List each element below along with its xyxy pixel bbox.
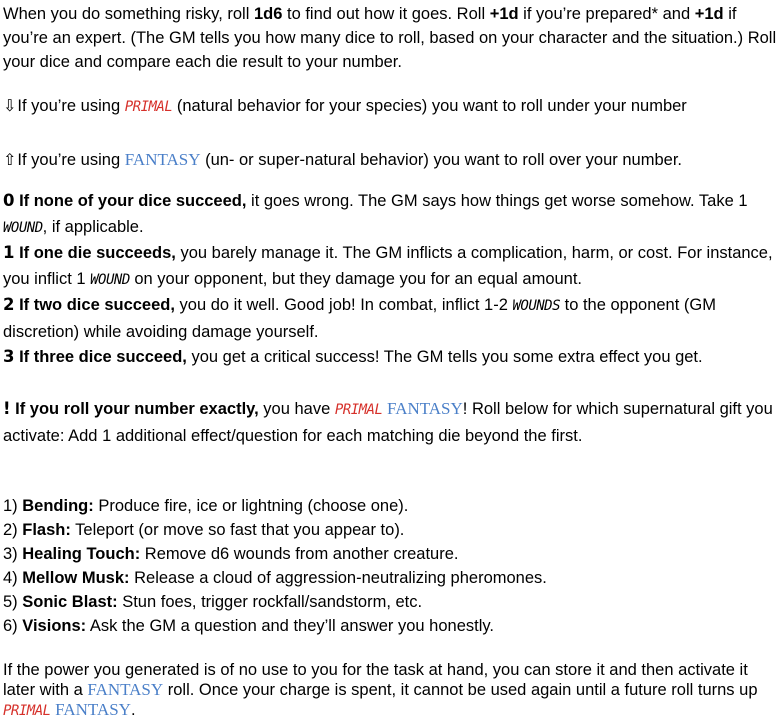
fantasy-rule-text-1: If you’re using [17, 151, 125, 169]
result-number: ! [3, 399, 11, 418]
result-heading: If one die succeeds, [14, 244, 176, 262]
result-text-end: on your opponent, but they damage you for an equal amount. [129, 270, 583, 288]
result-number: 2 [3, 295, 15, 314]
result-one [3, 240, 779, 293]
result-two [3, 292, 779, 345]
gift-item [3, 542, 779, 566]
result-heading: If none of your dice succeed, [14, 192, 247, 210]
gift-description: Teleport (or move so fast that you appear to). [70, 521, 405, 539]
outro-text-1: If the power you generated is of no use to you for the task at hand, you can store it and then activate it later with a [3, 661, 748, 699]
result-heading: If you roll your number exactly, [10, 400, 259, 418]
fantasy-term: FANTASY [387, 399, 463, 418]
outro-text-3: . [130, 701, 136, 719]
result-three [3, 344, 779, 370]
intro-plus1d-prepared: +1d [489, 5, 519, 23]
result-exact [3, 396, 779, 449]
gift-name: Sonic Blast: [22, 593, 118, 611]
result-text: you have [258, 400, 335, 418]
gift-description: Produce fire, ice or lightning (choose one). [93, 497, 409, 515]
gift-number: 5) [3, 593, 23, 611]
gift-name: Healing Touch: [22, 545, 141, 563]
result-text: you barely manage it. The GM inflicts a complication, harm, or cost. For instance, you inflict 1 [3, 244, 773, 288]
up-arrow-icon: ⇧ [3, 150, 17, 169]
wound-term: WOUNDS [512, 298, 561, 314]
gift-name: Mellow Musk: [22, 569, 130, 587]
gift-item [3, 518, 779, 542]
intro-1d6: 1d6 [253, 5, 283, 23]
intro-plus1d-expert: +1d [694, 5, 724, 23]
gift-item [3, 566, 779, 590]
gift-name: Bending: [22, 497, 94, 515]
gift-number: 2) [3, 521, 23, 539]
primal-term: PRIMAL [334, 402, 383, 418]
fantasy-term: FANTASY [55, 700, 131, 719]
intro-text-2: to find out how it goes. Roll [282, 5, 490, 23]
fantasy-rule [3, 148, 779, 172]
result-zero [3, 188, 779, 241]
fantasy-term: FANTASY [87, 680, 164, 699]
result-number: 1 [3, 243, 15, 262]
result-text: you do it well. Good job! In combat, inflict 1-2 [174, 296, 513, 314]
primal-term: PRIMAL [124, 99, 173, 115]
primal-rule-text-2: (natural behavior for your species) you want to roll under your number [172, 97, 687, 115]
result-heading: If two dice succeed, [14, 296, 175, 314]
gift-number: 4) [3, 569, 23, 587]
down-arrow-icon: ⇩ [3, 96, 17, 115]
fantasy-rule-text-2: (un- or super-natural behavior) you want to roll over your number. [200, 151, 682, 169]
fantasy-term: FANTASY [124, 150, 201, 169]
gift-description: Release a cloud of aggression-neutralizing pheromones. [129, 569, 547, 587]
gift-name: Visions: [22, 617, 87, 635]
gift-item [3, 494, 779, 518]
primal-rule-text-1: If you’re using [17, 97, 125, 115]
result-text-end: , if applicable. [42, 218, 144, 236]
gift-description: Remove d6 wounds from another creature. [140, 545, 459, 563]
wound-term: WOUND [3, 220, 43, 236]
gift-name: Flash: [22, 521, 71, 539]
intro-text-3: if you’re prepared* and [518, 5, 695, 23]
intro-paragraph [3, 2, 779, 74]
result-text-end: ! Roll below for which supernatural gift you activate: Add 1 additional effect/question for each matching die beyond the first. [3, 400, 773, 445]
result-text: it goes wrong. The GM says how things get worse somehow. Take 1 [246, 192, 748, 210]
gift-item [3, 590, 779, 614]
gift-number: 3) [3, 545, 23, 563]
result-number: 3 [3, 347, 15, 366]
primal-rule [3, 94, 779, 119]
gift-description: Ask the GM a question and they’ll answer you honestly. [86, 617, 494, 635]
result-number: 0 [3, 191, 15, 210]
primal-term: PRIMAL [3, 703, 51, 719]
result-text-end: to the opponent (GM discretion) while avoiding damage yourself. [3, 296, 716, 341]
wound-term: WOUND [90, 272, 130, 288]
intro-text-4: if you’re an expert. (The GM tells you how many dice to roll, based on your character and the situation.) Roll your dice and compare each die result to your number. [3, 5, 777, 71]
gift-item [3, 614, 779, 638]
outro-text-2: roll. Once your charge is spent, it cannot be used again until a future roll turns up [163, 681, 758, 699]
outro-paragraph [3, 660, 779, 721]
gift-number: 1) [3, 497, 23, 515]
gift-number: 6) [3, 617, 23, 635]
intro-text-1: When you do something risky, roll [3, 5, 254, 23]
result-heading: If three dice succeed, [14, 348, 187, 366]
result-text: you get a critical success! The GM tells you some extra effect you get. [186, 348, 703, 366]
gift-description: Stun foes, trigger rockfall/sandstorm, etc. [117, 593, 423, 611]
